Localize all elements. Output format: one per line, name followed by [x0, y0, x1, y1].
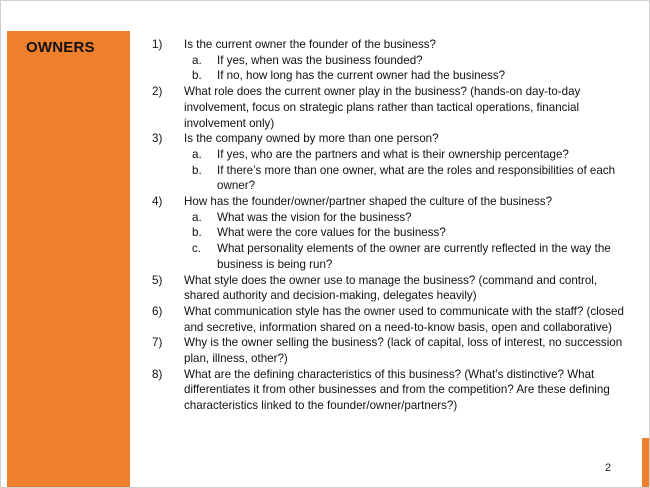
- question-item: [152, 131, 624, 147]
- question-number: 1): [152, 38, 163, 51]
- question-number: 3): [152, 132, 163, 146]
- sub-question-item: [152, 53, 624, 69]
- page-number: 2: [605, 462, 612, 474]
- question-number: 7): [152, 336, 163, 350]
- sub-question-item: [152, 147, 624, 163]
- sub-question-text: What personality elements of the owner are currently reflected in the way the business is being run?: [217, 242, 611, 271]
- question-number: 6): [152, 304, 163, 318]
- sub-question-text: If there’s more than one owner, what are the roles and responsibilities of each owner?: [217, 163, 616, 193]
- question-number: 2): [152, 85, 163, 99]
- sub-question-text: If no, how long has the current owner had the business?: [217, 69, 506, 83]
- sub-question-letter: b.: [192, 226, 202, 240]
- sidebar: [7, 31, 130, 487]
- sub-question-item: [152, 68, 624, 84]
- sub-question-letter: c.: [192, 242, 202, 256]
- question-item: [152, 273, 624, 304]
- sub-question-letter: a.: [192, 147, 202, 161]
- question-text: What are the defining characteristics of this business? (What’s distinctive? What differentiates it from other businesses and from the competition? Are these defining characteristics linked to the founder/owner/partners?): [184, 367, 610, 413]
- question-item: [152, 367, 624, 414]
- question-item: [152, 37, 624, 53]
- sub-question-text: If yes, who are the partners and what is their ownership percentage?: [217, 147, 569, 161]
- question-text: Why is the owner selling the business? (lack of capital, loss of interest, no succession plan, illness, other?): [184, 336, 623, 366]
- sub-question-text: If yes, when was the business founded?: [217, 53, 423, 67]
- sub-question-letter: a.: [192, 210, 202, 224]
- question-item: [152, 84, 624, 131]
- question-text: How has the founder/owner/partner shaped the culture of the business?: [184, 195, 553, 209]
- question-text: What communication style has the owner used to communicate with the staff? (closed and secretive, information shared on a need-to-know basis, open and collaborative): [184, 304, 624, 334]
- question-list: [152, 37, 624, 414]
- sub-question-item: [152, 241, 624, 272]
- question-item: [152, 304, 624, 335]
- question-number: 4): [152, 195, 163, 209]
- question-number: 5): [152, 273, 163, 287]
- sub-question-letter: a.: [192, 53, 202, 67]
- sub-question-text: What were the core values for the business?: [217, 226, 446, 240]
- question-item: [152, 335, 624, 366]
- question-text: What style does the owner use to manage the business? (command and control, shared authority and decision-making, delegates heavily): [184, 273, 598, 303]
- question-text: What role does the current owner play in the business? (hands-on day-to-day involvement, focus on strategic plans rather than tactical operations, financial involvement only): [184, 85, 581, 130]
- question-number: 8): [152, 367, 163, 381]
- sub-question-item: [152, 210, 624, 226]
- corner-accent-bar: [642, 438, 649, 487]
- question-text: Is the current owner the founder of the business?: [184, 38, 436, 51]
- sub-question-item: [152, 163, 624, 194]
- question-item: [152, 194, 624, 210]
- question-text: Is the company owned by more than one person?: [184, 132, 439, 146]
- sub-question-text: What was the vision for the business?: [217, 210, 412, 224]
- sub-question-letter: b.: [192, 69, 202, 83]
- sidebar-title: OWNERS: [26, 39, 95, 56]
- sub-question-item: [152, 225, 624, 241]
- sub-question-letter: b.: [192, 163, 202, 177]
